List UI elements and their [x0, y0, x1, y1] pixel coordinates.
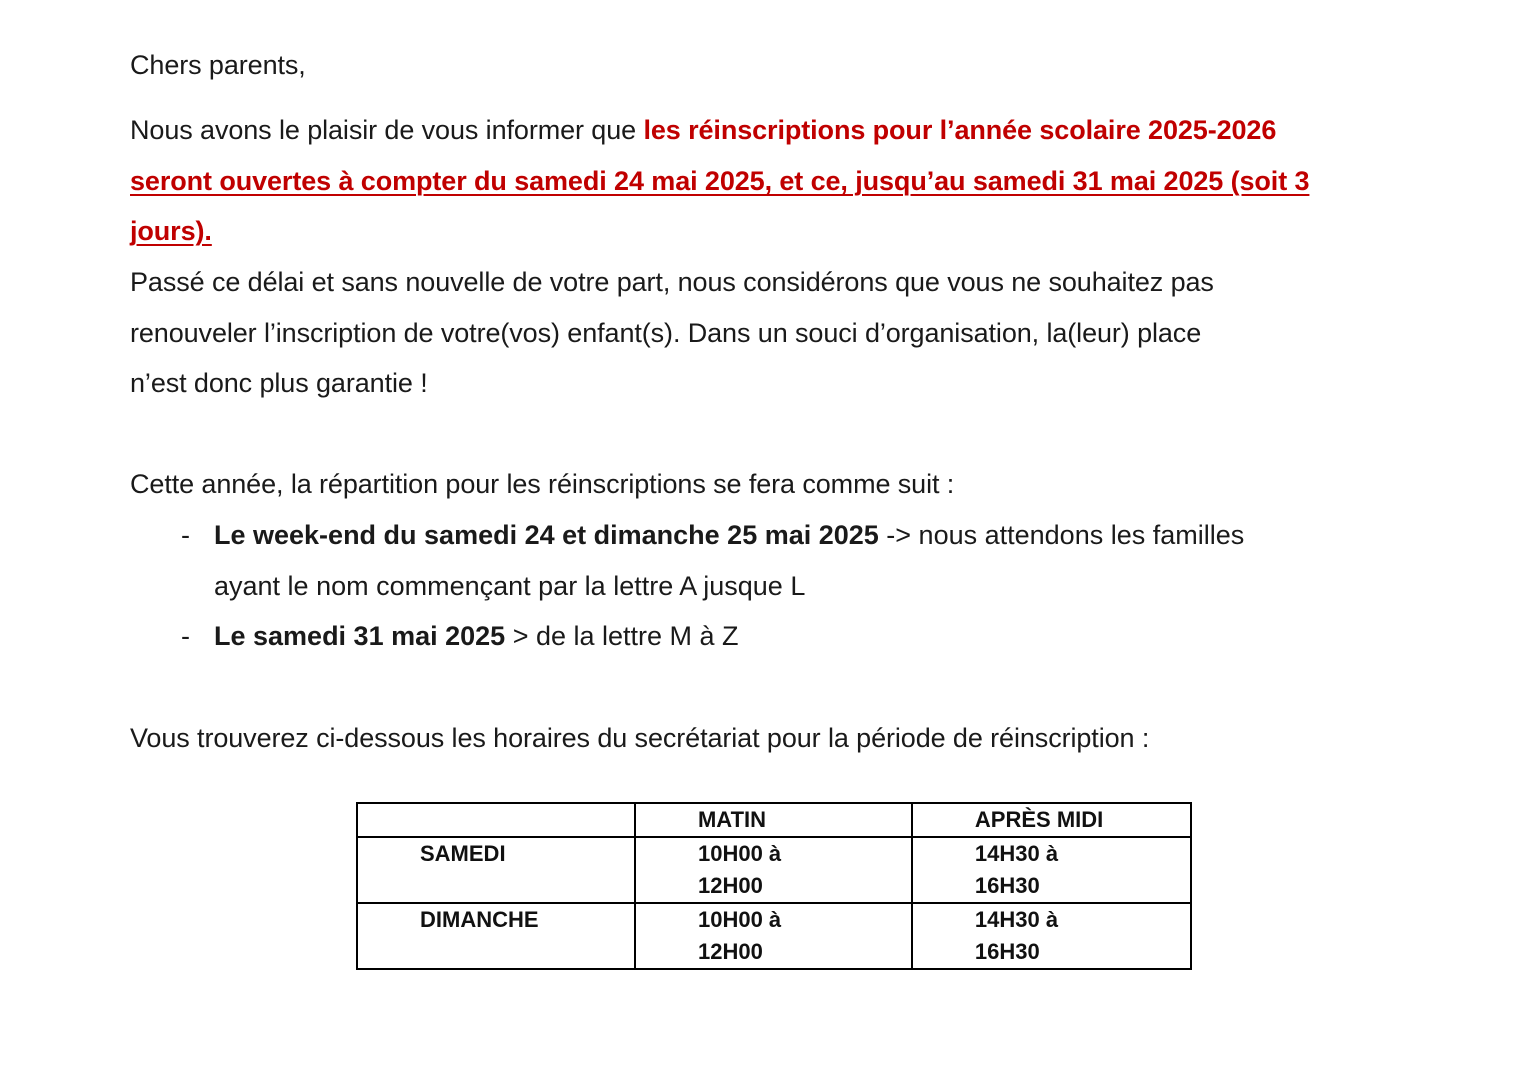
bullet-2-rest: > de la lettre M à Z	[505, 621, 739, 651]
paragraph-deadline-line-3: n’est donc plus garantie !	[130, 368, 428, 398]
paragraph-schedule-intro: Cette année, la répartition pour les réinscriptions se fera comme suit :	[130, 469, 955, 499]
highlight-text-line-2: seront ouvertes à compter du samedi 24 mai 2025, et ce, jusqu’au samedi 31 mai 2025 (soit 3	[130, 166, 1310, 196]
table-header-cell-empty	[357, 803, 635, 837]
paragraph-intro-line-1	[130, 113, 1276, 147]
table-header-row	[357, 803, 1191, 837]
table-header-cell-morning: MATIN	[635, 803, 912, 837]
table-cell-day: DIMANCHE	[357, 903, 635, 969]
greeting: Chers parents,	[130, 50, 306, 80]
table-header-cell-afternoon: APRÈS MIDI	[912, 803, 1191, 837]
paragraph-deadline-line-2: renouveler l’inscription de votre(vos) enfant(s). Dans un souci d’organisation, la(leur) place	[130, 318, 1202, 348]
bullet-item-1-continuation: ayant le nom commençant par la lettre A jusque L	[214, 571, 806, 601]
table-row	[357, 837, 1191, 903]
paragraph-intro-line-2	[130, 164, 1309, 198]
highlight-text-line-3: jours).	[130, 216, 212, 246]
bullet-2-bold: Le samedi 31 mai 2025	[214, 621, 506, 651]
bullet-1-rest: -> nous attendons les familles	[878, 520, 1245, 550]
bullet-item-2	[214, 619, 739, 653]
table-row	[357, 903, 1191, 969]
table-cell-day: SAMEDI	[357, 837, 635, 903]
paragraph-hours-intro: Vous trouverez ci-dessous les horaires du secrétariat pour la période de réinscription :	[130, 723, 1150, 753]
schedule-table	[356, 802, 1192, 970]
table-cell-afternoon: 14H30 à 16H30	[912, 837, 1191, 903]
bullet-dash-2: -	[181, 621, 190, 651]
bullet-dash-1: -	[181, 520, 190, 550]
paragraph-intro-line-3	[130, 214, 212, 248]
intro-text: Nous avons le plaisir de vous informer que	[130, 115, 644, 145]
table-cell-afternoon: 14H30 à 16H30	[912, 903, 1191, 969]
bullet-1-bold: Le week-end du samedi 24 et dimanche 25 mai 2025	[214, 520, 879, 550]
paragraph-deadline-line-1: Passé ce délai et sans nouvelle de votre part, nous considérons que vous ne souhaitez pas	[130, 267, 1214, 297]
bullet-item-1	[214, 518, 1244, 552]
highlight-text-line-1: les réinscriptions pour l’année scolaire 2025-2026	[643, 115, 1277, 145]
table-cell-morning: 10H00 à 12H00	[635, 837, 912, 903]
table-cell-morning: 10H00 à 12H00	[635, 903, 912, 969]
